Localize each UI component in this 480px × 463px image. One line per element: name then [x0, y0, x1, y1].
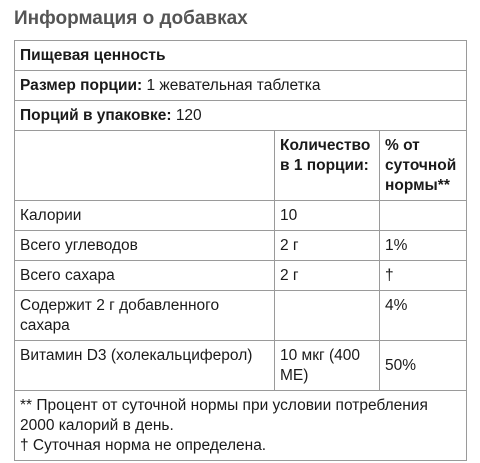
nutrient-amount: 2 г: [275, 231, 380, 261]
supplement-facts-table: [14, 40, 467, 461]
page-title: Информация о добавках: [14, 8, 248, 29]
nutrient-daily-value: 1%: [380, 231, 467, 261]
servings-per-container-label: Порций в упаковке:: [20, 107, 172, 124]
nutrient-amount: 10: [275, 201, 380, 231]
serving-size-value: 1 жевательная таблетка: [146, 77, 321, 94]
header-amount: Количество в 1 порции:: [275, 131, 380, 201]
section-title-row: [15, 41, 467, 71]
nutrient-name: Всего сахара: [15, 261, 275, 291]
nutrient-amount: [275, 291, 380, 341]
nutrient-name: Содержит 2 г добавленного сахара: [15, 291, 275, 341]
table-row: [15, 231, 467, 261]
header-daily-value: % от суточной нормы**: [380, 131, 467, 201]
nutrient-name: Всего углеводов: [15, 231, 275, 261]
footnote-row: [15, 391, 467, 461]
footnote-daily-value: ** Процент от суточной нормы при условии потребления 2000 калорий в день.: [20, 397, 428, 434]
nutrient-amount: 2 г: [275, 261, 380, 291]
nutrient-daily-value: †: [380, 261, 467, 291]
header-empty-cell: [15, 131, 275, 201]
nutrient-daily-value: [380, 201, 467, 231]
serving-size-label: Размер порции:: [20, 77, 143, 94]
column-header-row: [15, 131, 467, 201]
table-row: [15, 291, 467, 341]
section-title: Пищевая ценность: [15, 41, 467, 71]
nutrient-amount: 10 мкг (400 МЕ): [275, 341, 380, 391]
table-row: [15, 341, 467, 391]
nutrient-daily-value: 4%: [380, 291, 467, 341]
footnote-not-established: † Суточная норма не определена.: [20, 437, 267, 454]
servings-per-container-row: [15, 101, 467, 131]
table-row: [15, 201, 467, 231]
nutrient-name: Витамин D3 (холекальциферол): [15, 341, 275, 391]
table-row: [15, 261, 467, 291]
serving-size-row: [15, 71, 467, 101]
nutrient-daily-value: 50%: [380, 341, 467, 391]
servings-per-container-value: 120: [175, 107, 202, 124]
nutrient-name: Калории: [15, 201, 275, 231]
